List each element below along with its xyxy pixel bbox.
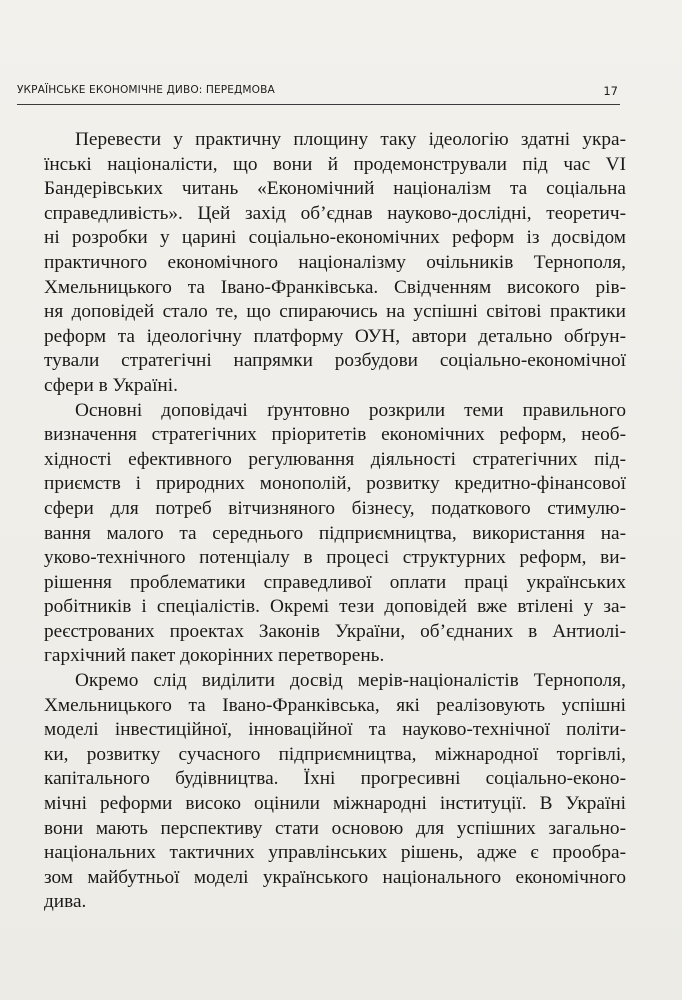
text-line: уково-технічного потенціалу в процесі структурних реформ, ви-: [44, 547, 626, 569]
text-line: дива.: [44, 891, 87, 913]
text-line: сфери в Україні.: [44, 374, 178, 396]
text-line: капітального будівництва. Їхні прогресивні соціально-еконо-: [44, 768, 626, 790]
text-line: хідності ефективного регулювання діяльності стратегічних під-: [44, 448, 626, 470]
text-line: рішення проблематики справедливої оплати праці українських: [44, 571, 626, 593]
text-line: реформ та ідеологічну платформу ОУН, автори детально обґрун-: [44, 325, 626, 347]
text-line: Перевести у практичну площину таку ідеологію здатні укра-: [75, 129, 626, 150]
text-line: національних тактичних управлінських рішень, адже є прообра-: [44, 842, 626, 864]
body-text: [44, 128, 626, 915]
text-line: ня доповідей стало те, що спираючись на успішні світові практики: [44, 301, 626, 323]
text-line: Хмельницького та Івано-Франківська, які реалізовують успішні: [44, 694, 626, 716]
text-line: ки, розвитку сучасного підприємництва, міжнародної торгівлі,: [44, 743, 626, 765]
text-line: Окремо слід виділити досвід мерів-націоналістів Тернополя,: [75, 670, 626, 692]
text-line: вони мають перспективу стати основою для успішних загально-: [44, 817, 626, 839]
text-line: зом майбутньої моделі українського національного економічного: [44, 866, 626, 888]
text-line: гархічний пакет докорінних перетворень.: [44, 645, 385, 667]
paragraph: [44, 399, 626, 670]
text-line: тували стратегічні напрямки розбудови соціально-економічної: [44, 350, 626, 372]
paragraph: [44, 669, 626, 915]
paragraph: [44, 128, 626, 399]
text-line: мічні реформи високо оцінили міжнародні інституції. В Україні: [44, 793, 626, 815]
text-line: робітників і спеціалістів. Окремі тези доповідей вже втілені у за-: [44, 596, 626, 618]
text-line: приємств і природних монополій, розвитку кредитно-фінансової: [44, 473, 626, 495]
page-number: 17: [603, 84, 618, 98]
text-line: їнські націоналісти, що вони й продемонстрували під час VI: [44, 153, 626, 175]
text-line: реєстрованих проектах Законів України, об’єднаних в Антиолі-: [44, 620, 626, 642]
text-line: моделі інвестиційної, інноваційної та науково-технічної політи-: [44, 719, 626, 741]
text-line: Основні доповідачі ґрунтовно розкрили теми правильного: [75, 399, 626, 421]
text-line: вання малого та середнього підприємництва, використання на-: [44, 522, 626, 544]
running-header: [17, 84, 620, 105]
text-line: визначення стратегічних пріоритетів економічних реформ, необ-: [44, 424, 626, 446]
running-header-title: УКРАЇНСЬКЕ ЕКОНОМІЧНЕ ДИВО: ПЕРЕДМОВА: [17, 84, 275, 96]
text-line: сфери для потреб вітчизняного бізнесу, податкового стимулю-: [44, 497, 626, 519]
text-line: ні розробки у царині соціально-економічних реформ із досвідом: [44, 227, 626, 249]
text-line: справедливість». Цей захід об’єднав науково-дослідні, теоретич-: [44, 202, 626, 224]
text-line: Хмельницького та Івано-Франківська. Свідченням високого рів-: [44, 276, 626, 298]
text-line: Бандерівських читань «Економічний націоналізм та соціальна: [44, 178, 626, 200]
text-line: практичного економічного націоналізму очільників Тернополя,: [44, 251, 626, 273]
